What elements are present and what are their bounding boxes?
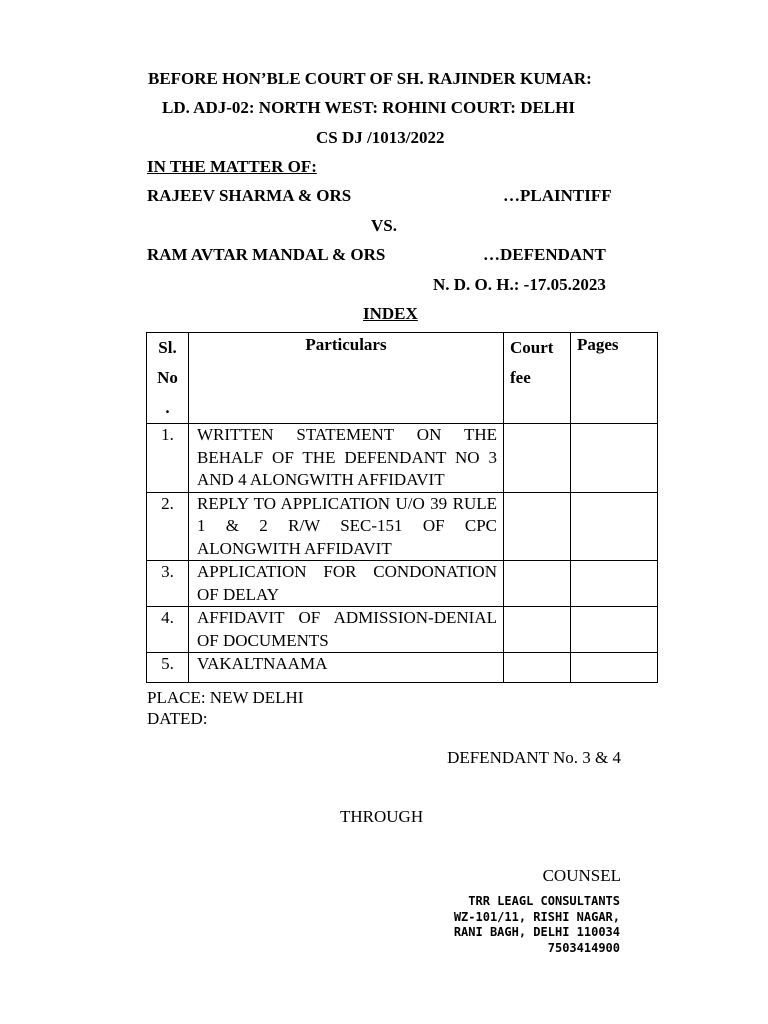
index-header-row: [147, 333, 658, 424]
row-particulars: APPLICATION FOR CONDONATION OF DELAY: [189, 561, 504, 607]
row-pages: [571, 424, 658, 493]
table-row: [147, 561, 658, 607]
row-court-fee: [504, 424, 571, 493]
firm-address-line1: WZ-101/11, RISHI NAGAR,: [453, 909, 620, 924]
table-row: [147, 492, 658, 561]
versus: VS.: [371, 216, 397, 235]
index-table: [146, 332, 658, 683]
row-court-fee: [504, 492, 571, 561]
row-pages: [571, 492, 658, 561]
counsel-firm-block: [454, 894, 620, 956]
col-header-sl-line1: Sl.: [158, 338, 177, 357]
index-title: INDEX: [363, 304, 418, 323]
col-header-particulars: Particulars: [189, 333, 504, 424]
dated: DATED:: [147, 709, 208, 728]
row-sl: 5.: [147, 653, 189, 683]
matter-heading: IN THE MATTER OF:: [147, 157, 317, 176]
through: THROUGH: [340, 807, 424, 826]
row-sl: 2.: [147, 492, 189, 561]
row-court-fee: [504, 561, 571, 607]
table-row: [147, 424, 658, 493]
table-row: [147, 653, 658, 683]
court-heading-line2: LD. ADJ-02: NORTH WEST: ROHINI COURT: DELHI: [162, 98, 575, 117]
row-particulars: REPLY TO APPLICATION U/O 39 RULE 1 & 2 R/W SEC-151 OF CPC ALONGWITH AFFIDAVIT: [189, 492, 504, 561]
table-row: [147, 607, 658, 653]
defendant-name: RAM AVTAR MANDAL & ORS: [147, 245, 386, 264]
col-header-court-fee: [504, 333, 571, 424]
row-pages: [571, 653, 658, 683]
case-number: CS DJ /1013/2022: [316, 128, 445, 147]
next-date-of-hearing: N. D. O. H.: -17.05.2023: [433, 275, 606, 294]
row-court-fee: [504, 653, 571, 683]
row-particulars: WRITTEN STATEMENT ON THE BEHALF OF THE DEFENDANT NO 3 AND 4 ALONGWITH AFFIDAVIT: [189, 424, 504, 493]
col-header-sl: [147, 333, 189, 424]
col-header-sl-line2: No: [157, 368, 178, 387]
row-particulars: AFFIDAVIT OF ADMISSION-DENIAL OF DOCUMENTS: [189, 607, 504, 653]
plaintiff-name: RAJEEV SHARMA & ORS: [147, 186, 352, 205]
defendant-role: …DEFENDANT: [483, 245, 606, 264]
row-court-fee: [504, 607, 571, 653]
row-sl: 3.: [147, 561, 189, 607]
counsel: COUNSEL: [542, 866, 621, 885]
court-heading-line1: BEFORE HON’BLE COURT OF SH. RAJINDER KUMAR:: [148, 69, 592, 88]
col-header-court-fee-line2: fee: [510, 368, 531, 387]
col-header-court-fee-line1: Court: [510, 338, 554, 357]
row-particulars: VAKALTNAAMA: [189, 653, 504, 683]
col-header-pages: [571, 333, 658, 424]
row-sl: 4.: [147, 607, 189, 653]
row-sl: 1.: [147, 424, 189, 493]
row-pages: [571, 561, 658, 607]
row-pages: [571, 607, 658, 653]
party-designation: DEFENDANT No. 3 & 4: [447, 748, 621, 767]
firm-phone: 7503414900: [547, 940, 620, 955]
firm-address-line2: RANI BAGH, DELHI 110034: [453, 925, 620, 939]
plaintiff-role: …PLAINTIFF: [503, 186, 612, 205]
firm-name: TRR LEAGL CONSULTANTS: [468, 894, 620, 908]
col-header-sl-line3: .: [165, 398, 170, 417]
place: PLACE: NEW DELHI: [147, 688, 304, 707]
col-header-pages-text: Pages: [577, 335, 619, 354]
